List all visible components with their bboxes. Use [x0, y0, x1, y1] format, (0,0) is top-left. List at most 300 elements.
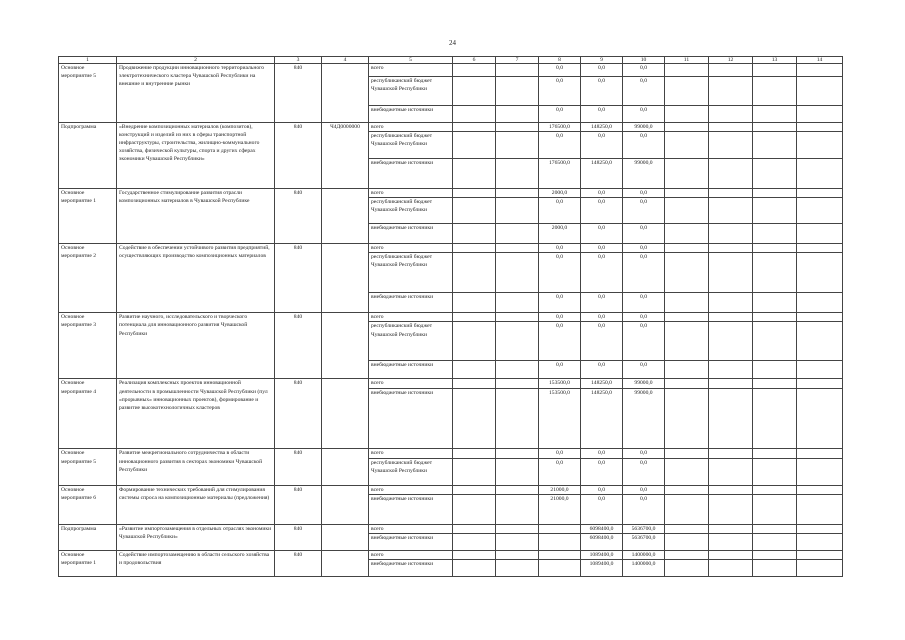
year-cell-14 [797, 159, 843, 189]
responsible-code-cell: 840 [275, 244, 322, 313]
year-cell-10: 99000,0 [623, 159, 665, 189]
year-cell-8 [539, 524, 581, 533]
year-cell-10: 99000,0 [623, 123, 665, 132]
year-cell-6 [453, 106, 496, 123]
responsible-code-cell: 840 [275, 550, 322, 576]
budget-table [58, 56, 843, 577]
year-cell-11 [665, 524, 709, 533]
status-cell: Основное мероприятие 4 [59, 379, 117, 449]
year-cell-11 [665, 77, 709, 106]
measure-name-cell: «Внедрение композиционных материалов (композитов), конструкций и изделий из них в сферы транспортной инфраструктуры, строительства, жилищно-коммунального хозяйства, физической культуры, спорта и других сферах экономики Чувашской Республики» [117, 123, 275, 189]
table-row [59, 449, 843, 458]
year-cell-13 [753, 458, 797, 485]
year-cell-14 [797, 458, 843, 485]
year-cell-12 [709, 132, 753, 159]
year-cell-13 [753, 389, 797, 449]
year-cell-13 [753, 253, 797, 293]
year-cell-6 [453, 189, 496, 198]
year-cell-14 [797, 449, 843, 458]
year-cell-7 [496, 559, 539, 576]
year-cell-14 [797, 189, 843, 198]
year-cell-12 [709, 189, 753, 198]
year-cell-7 [496, 494, 539, 524]
year-cell-12 [709, 64, 753, 77]
year-cell-11 [665, 293, 709, 313]
year-cell-12 [709, 524, 753, 533]
year-cell-12 [709, 313, 753, 322]
year-cell-6 [453, 485, 496, 494]
year-cell-11 [665, 253, 709, 293]
year-cell-13 [753, 224, 797, 244]
year-cell-10: 0,0 [623, 313, 665, 322]
year-cell-14 [797, 253, 843, 293]
year-cell-14 [797, 198, 843, 224]
year-cell-13 [753, 106, 797, 123]
column-number-11: 11 [665, 57, 709, 64]
year-cell-10: 5636700,0 [623, 533, 665, 550]
year-cell-10: 0,0 [623, 189, 665, 198]
table-row [59, 189, 843, 198]
funding-source-cell: всего [369, 449, 453, 458]
table-row [59, 64, 843, 77]
year-cell-9: 6098400,0 [581, 533, 623, 550]
year-cell-13 [753, 379, 797, 389]
year-cell-11 [665, 159, 709, 189]
measure-name-cell: Развитие межрегионального сотрудничества в области инновационного развития в секторах экономики Чувашской Республики [117, 449, 275, 485]
funding-source-cell: всего [369, 524, 453, 533]
year-cell-9: 0,0 [581, 458, 623, 485]
year-cell-6 [453, 64, 496, 77]
funding-source-cell: всего [369, 550, 453, 559]
year-cell-8 [539, 550, 581, 559]
year-cell-14 [797, 379, 843, 389]
year-cell-7 [496, 189, 539, 198]
year-cell-12 [709, 106, 753, 123]
year-cell-11 [665, 533, 709, 550]
year-cell-10: 0,0 [623, 449, 665, 458]
year-cell-7 [496, 313, 539, 322]
year-cell-11 [665, 379, 709, 389]
year-cell-7 [496, 293, 539, 313]
year-cell-12 [709, 361, 753, 379]
year-cell-10: 0,0 [623, 361, 665, 379]
year-cell-6 [453, 559, 496, 576]
year-cell-6 [453, 159, 496, 189]
year-cell-14 [797, 550, 843, 559]
year-cell-6 [453, 379, 496, 389]
table-row [59, 485, 843, 494]
year-cell-13 [753, 77, 797, 106]
year-cell-14 [797, 224, 843, 244]
year-cell-11 [665, 123, 709, 132]
table-row [59, 379, 843, 389]
year-cell-10: 0,0 [623, 198, 665, 224]
funding-source-cell: республиканский бюджет Чувашской Республики [369, 198, 453, 224]
year-cell-8: 0,0 [539, 132, 581, 159]
year-cell-14 [797, 64, 843, 77]
year-cell-13 [753, 313, 797, 322]
year-cell-6 [453, 322, 496, 361]
year-cell-8: 0,0 [539, 64, 581, 77]
year-cell-8: 21000,0 [539, 485, 581, 494]
year-cell-6 [453, 313, 496, 322]
year-cell-10: 0,0 [623, 77, 665, 106]
year-cell-10: 0,0 [623, 64, 665, 77]
year-cell-10: 0,0 [623, 253, 665, 293]
responsible-code-cell: 840 [275, 123, 322, 189]
funding-source-cell: внебюджетные источники [369, 106, 453, 123]
year-cell-12 [709, 550, 753, 559]
funding-source-cell: всего [369, 485, 453, 494]
responsible-code-cell: 840 [275, 524, 322, 550]
year-cell-9: 1089400,0 [581, 559, 623, 576]
funding-source-cell: внебюджетные источники [369, 494, 453, 524]
year-cell-7 [496, 77, 539, 106]
column-number-13: 13 [753, 57, 797, 64]
year-cell-7 [496, 159, 539, 189]
column-number-12: 12 [709, 57, 753, 64]
year-cell-10: 5636700,0 [623, 524, 665, 533]
year-cell-7 [496, 524, 539, 533]
year-cell-6 [453, 524, 496, 533]
year-cell-8: 21000,0 [539, 494, 581, 524]
year-cell-13 [753, 485, 797, 494]
budget-code-cell [322, 524, 369, 550]
year-cell-12 [709, 293, 753, 313]
year-cell-9: 0,0 [581, 244, 623, 253]
year-cell-10: 0,0 [623, 293, 665, 313]
year-cell-6 [453, 123, 496, 132]
year-cell-13 [753, 189, 797, 198]
responsible-code-cell: 840 [275, 64, 322, 123]
measure-name-cell: Продвижение продукции инновационного территориального электротехнического кластера Чувашской Республики на внешние и внутренние рынки [117, 64, 275, 123]
year-cell-14 [797, 322, 843, 361]
column-number-3: 3 [275, 57, 322, 64]
year-cell-7 [496, 361, 539, 379]
responsible-code-cell: 840 [275, 189, 322, 244]
year-cell-13 [753, 559, 797, 576]
year-cell-10: 1400000,0 [623, 550, 665, 559]
year-cell-6 [453, 389, 496, 449]
year-cell-12 [709, 494, 753, 524]
year-cell-11 [665, 449, 709, 458]
budget-code-cell: Ч4Д0000000 [322, 123, 369, 189]
year-cell-12 [709, 159, 753, 189]
year-cell-6 [453, 253, 496, 293]
year-cell-13 [753, 524, 797, 533]
measure-name-cell: Реализация комплексных проектов инновационной деятельности в промышленности Чувашской Республики (пул «прорывных» инновационных проектов), формирование и развитие высокотехнологичных кластеров [117, 379, 275, 449]
year-cell-9: 0,0 [581, 77, 623, 106]
year-cell-12 [709, 253, 753, 293]
year-cell-13 [753, 123, 797, 132]
year-cell-8: 0,0 [539, 313, 581, 322]
year-cell-7 [496, 64, 539, 77]
measure-name-cell: Развитие научного, исследовательского и творческого потенциала для инновационного развития Чувашской Республики [117, 313, 275, 379]
year-cell-7 [496, 485, 539, 494]
year-cell-9: 0,0 [581, 64, 623, 77]
year-cell-6 [453, 458, 496, 485]
year-cell-14 [797, 389, 843, 449]
year-cell-8: 176500,0 [539, 123, 581, 132]
year-cell-10: 0,0 [623, 224, 665, 244]
table-row [59, 244, 843, 253]
year-cell-7 [496, 379, 539, 389]
year-cell-8: 0,0 [539, 322, 581, 361]
year-cell-12 [709, 322, 753, 361]
status-cell: Основное мероприятие 6 [59, 485, 117, 524]
funding-source-cell: всего [369, 64, 453, 77]
column-number-4: 4 [322, 57, 369, 64]
year-cell-8: 176500,0 [539, 159, 581, 189]
year-cell-13 [753, 244, 797, 253]
year-cell-14 [797, 123, 843, 132]
year-cell-12 [709, 449, 753, 458]
year-cell-11 [665, 224, 709, 244]
year-cell-13 [753, 64, 797, 77]
year-cell-14 [797, 244, 843, 253]
year-cell-11 [665, 64, 709, 77]
year-cell-8: 0,0 [539, 106, 581, 123]
year-cell-9: 0,0 [581, 449, 623, 458]
year-cell-10: 1400000,0 [623, 559, 665, 576]
year-cell-6 [453, 224, 496, 244]
year-cell-8: 153500,0 [539, 389, 581, 449]
column-number-10: 10 [623, 57, 665, 64]
year-cell-11 [665, 494, 709, 524]
year-cell-11 [665, 485, 709, 494]
column-number-5: 5 [369, 57, 453, 64]
year-cell-9: 0,0 [581, 313, 623, 322]
year-cell-13 [753, 132, 797, 159]
responsible-code-cell: 840 [275, 379, 322, 449]
year-cell-7 [496, 458, 539, 485]
year-cell-11 [665, 189, 709, 198]
year-cell-8: 0,0 [539, 361, 581, 379]
year-cell-11 [665, 361, 709, 379]
year-cell-6 [453, 550, 496, 559]
year-cell-7 [496, 389, 539, 449]
year-cell-9: 6098400,0 [581, 524, 623, 533]
responsible-code-cell: 840 [275, 313, 322, 379]
year-cell-9: 0,0 [581, 132, 623, 159]
year-cell-11 [665, 559, 709, 576]
year-cell-9: 148250,0 [581, 379, 623, 389]
year-cell-11 [665, 389, 709, 449]
year-cell-7 [496, 244, 539, 253]
column-number-2: 2 [117, 57, 275, 64]
page-number: 24 [449, 39, 456, 47]
year-cell-8 [539, 533, 581, 550]
year-cell-14 [797, 361, 843, 379]
measure-name-cell: Государственное стимулирование развития отрасли композиционных материалов в Чувашской Республике [117, 189, 275, 244]
year-cell-10: 0,0 [623, 494, 665, 524]
year-cell-11 [665, 313, 709, 322]
year-cell-8: 0,0 [539, 449, 581, 458]
year-cell-14 [797, 524, 843, 533]
funding-source-cell: всего [369, 189, 453, 198]
budget-code-cell [322, 244, 369, 313]
year-cell-12 [709, 533, 753, 550]
year-cell-9: 0,0 [581, 485, 623, 494]
year-cell-11 [665, 550, 709, 559]
year-cell-14 [797, 77, 843, 106]
year-cell-6 [453, 198, 496, 224]
year-cell-8: 0,0 [539, 77, 581, 106]
budget-code-cell [322, 449, 369, 485]
year-cell-13 [753, 361, 797, 379]
year-cell-6 [453, 361, 496, 379]
year-cell-6 [453, 77, 496, 106]
funding-source-cell: всего [369, 313, 453, 322]
year-cell-7 [496, 449, 539, 458]
funding-source-cell: республиканский бюджет Чувашской Республики [369, 458, 453, 485]
funding-source-cell: республиканский бюджет Чувашской Республики [369, 77, 453, 106]
budget-code-cell [322, 379, 369, 449]
year-cell-11 [665, 244, 709, 253]
year-cell-9: 1089400,0 [581, 550, 623, 559]
year-cell-12 [709, 559, 753, 576]
year-cell-10: 0,0 [623, 132, 665, 159]
funding-source-cell: внебюджетные источники [369, 159, 453, 189]
year-cell-14 [797, 559, 843, 576]
year-cell-13 [753, 322, 797, 361]
year-cell-7 [496, 550, 539, 559]
year-cell-8: 0,0 [539, 253, 581, 293]
measure-name-cell: Содействие в обеспечении устойчивого развития предприятий, осуществляющих производство композиционных материалов [117, 244, 275, 313]
year-cell-9: 148250,0 [581, 159, 623, 189]
year-cell-13 [753, 159, 797, 189]
measure-name-cell: «Развитие импортозамещения в отдельных отраслях экономики Чувашской Республики» [117, 524, 275, 550]
year-cell-6 [453, 293, 496, 313]
measure-name-cell: Содействие импортозамещению в области сельского хозяйства и продовольствия [117, 550, 275, 576]
column-number-1: 1 [59, 57, 117, 64]
funding-source-cell: республиканский бюджет Чувашской Республики [369, 253, 453, 293]
year-cell-12 [709, 123, 753, 132]
budget-code-cell [322, 550, 369, 576]
year-cell-9: 148250,0 [581, 389, 623, 449]
year-cell-14 [797, 494, 843, 524]
funding-source-cell: внебюджетные источники [369, 224, 453, 244]
year-cell-10: 0,0 [623, 485, 665, 494]
year-cell-10: 0,0 [623, 458, 665, 485]
year-cell-6 [453, 533, 496, 550]
year-cell-9: 0,0 [581, 189, 623, 198]
year-cell-11 [665, 106, 709, 123]
table-row [59, 123, 843, 132]
year-cell-11 [665, 198, 709, 224]
year-cell-6 [453, 449, 496, 458]
year-cell-9: 0,0 [581, 198, 623, 224]
year-cell-14 [797, 106, 843, 123]
funding-source-cell: внебюджетные источники [369, 389, 453, 449]
funding-source-cell: внебюджетные источники [369, 559, 453, 576]
budget-code-cell [322, 485, 369, 524]
year-cell-9: 0,0 [581, 322, 623, 361]
measure-name-cell: Формирование технических требований для стимулирования системы спроса на композиционные материалы (предложения) [117, 485, 275, 524]
column-number-8: 8 [539, 57, 581, 64]
budget-code-cell [322, 64, 369, 123]
year-cell-6 [453, 494, 496, 524]
year-cell-9: 0,0 [581, 106, 623, 123]
year-cell-7 [496, 132, 539, 159]
year-cell-12 [709, 485, 753, 494]
funding-source-cell: внебюджетные источники [369, 293, 453, 313]
year-cell-12 [709, 77, 753, 106]
year-cell-8: 0,0 [539, 198, 581, 224]
year-cell-10: 0,0 [623, 244, 665, 253]
year-cell-7 [496, 224, 539, 244]
year-cell-6 [453, 244, 496, 253]
year-cell-7 [496, 198, 539, 224]
budget-code-cell [322, 189, 369, 244]
year-cell-9: 0,0 [581, 293, 623, 313]
year-cell-7 [496, 533, 539, 550]
year-cell-7 [496, 322, 539, 361]
table-row [59, 524, 843, 533]
year-cell-8: 0,0 [539, 458, 581, 485]
responsible-code-cell: 840 [275, 485, 322, 524]
year-cell-13 [753, 550, 797, 559]
year-cell-13 [753, 293, 797, 313]
responsible-code-cell: 840 [275, 449, 322, 485]
status-cell: Основное мероприятие 2 [59, 244, 117, 313]
table-row [59, 550, 843, 559]
status-cell: Подпрограмма [59, 123, 117, 189]
year-cell-10: 99000,0 [623, 379, 665, 389]
year-cell-11 [665, 132, 709, 159]
year-cell-9: 0,0 [581, 494, 623, 524]
year-cell-12 [709, 379, 753, 389]
budget-code-cell [322, 313, 369, 379]
year-cell-8: 153500,0 [539, 379, 581, 389]
year-cell-12 [709, 244, 753, 253]
funding-source-cell: внебюджетные источники [369, 533, 453, 550]
funding-source-cell: республиканский бюджет Чувашской Республики [369, 132, 453, 159]
year-cell-13 [753, 198, 797, 224]
status-cell: Основное мероприятие 1 [59, 189, 117, 244]
status-cell: Основное мероприятие 3 [59, 313, 117, 379]
column-number-9: 9 [581, 57, 623, 64]
year-cell-7 [496, 253, 539, 293]
year-cell-10: 99000,0 [623, 389, 665, 449]
year-cell-14 [797, 313, 843, 322]
column-number-14: 14 [797, 57, 843, 64]
year-cell-8: 0,0 [539, 244, 581, 253]
year-cell-6 [453, 132, 496, 159]
year-cell-13 [753, 449, 797, 458]
year-cell-9: 0,0 [581, 224, 623, 244]
year-cell-12 [709, 224, 753, 244]
year-cell-7 [496, 106, 539, 123]
year-cell-12 [709, 458, 753, 485]
year-cell-11 [665, 322, 709, 361]
funding-source-cell: внебюджетные источники [369, 361, 453, 379]
column-number-6: 6 [453, 57, 496, 64]
year-cell-12 [709, 389, 753, 449]
status-cell: Подпрограмма [59, 524, 117, 550]
year-cell-8: 0,0 [539, 293, 581, 313]
year-cell-14 [797, 533, 843, 550]
year-cell-12 [709, 198, 753, 224]
funding-source-cell: всего [369, 123, 453, 132]
column-number-row [59, 57, 843, 64]
table-body [59, 64, 843, 577]
funding-source-cell: всего [369, 244, 453, 253]
year-cell-14 [797, 485, 843, 494]
status-cell: Основное мероприятие 5 [59, 449, 117, 485]
year-cell-7 [496, 123, 539, 132]
year-cell-10: 0,0 [623, 106, 665, 123]
